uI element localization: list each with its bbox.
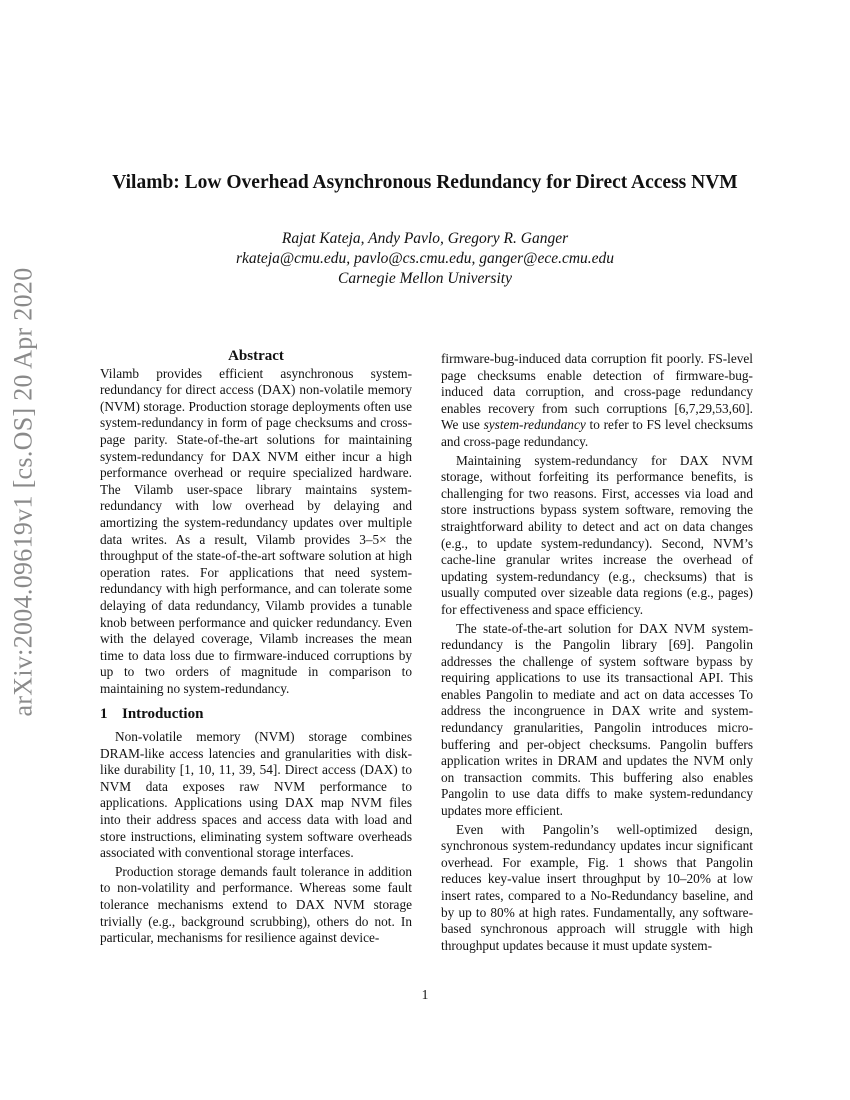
author-emails: rkateja@cmu.edu, pavlo@cs.cmu.edu, ganger@ece.cmu.edu	[235, 250, 615, 267]
paper-title: Vilamb: Low Overhead Asynchronous Redundancy for Direct Access NVM	[112, 172, 738, 193]
arxiv-identifier-stamp	[4, 267, 44, 717]
arxiv-identifier-text: arXiv:2004.09619v1 [cs.OS] 20 Apr 2020	[9, 267, 39, 717]
section-title: Introduction	[122, 706, 204, 723]
paragraph-text: to refer to FS level checksums and cross-page redundancy.	[441, 417, 753, 449]
page-number: 1	[421, 987, 429, 1002]
body-paragraph: The state-of-the-art solution for DAX NVM system-redundancy is the Pangolin library [69]. Pangolin addresses the challenge of system software bypass by requiring applications to use its transactional API. This enables Pangolin to mediate and act on data accesses To address the incongruence in DAX write and system-redundancy granularities, Pangolin introduces micro-buffering and per-object checksums. Pangolin buffers application writes in DRAM and updates the NVM only on transaction commits. This buffering also enables Pangolin to use data diffs to make system-redundancy updates more efficient.	[441, 620, 753, 819]
introduction-heading	[100, 706, 412, 723]
abstract-heading: Abstract	[228, 348, 284, 364]
body-paragraph-continued	[441, 351, 753, 451]
paragraph-text: firmware-bug-induced data corruption fit poorly. FS-level page checksums enable detection of firmware-bug-induced data corruption, and cross-page redundancy enables recovery from such corruptions [6,7,29,53,60]. We use	[441, 351, 753, 433]
intro-paragraph: Non-volatile memory (NVM) storage combines DRAM-like access latencies and granularities with disk-like durability [1, 10, 11, 39, 54]. Direct access (DAX) to NVM data exposes raw NVM performance to applications. Applications using DAX map NVM files into their address spaces and access data with load and store instructions, eliminating system software overheads associated with conventional storage interfaces.	[100, 729, 412, 861]
emphasized-term: system-redundancy	[483, 417, 586, 433]
intro-paragraph: Production storage demands fault tolerance in addition to non-volatility and performance. Whereas some fault tolerance mechanisms extend to DAX NVM storage trivially (e.g., background scrubbing), others do not. In particular, mechanisms for resilience against device-	[100, 863, 412, 946]
section-number: 1	[100, 706, 108, 723]
body-paragraph: Even with Pangolin’s well-optimized design, synchronous system-redundancy updates incur significant overhead. For example, Fig. 1 shows that Pangolin reduces key-value insert throughput by 10–20% at low insert rates, compared to a No-Redundancy baseline, and by up to 80% at high rates. Fundamentally, any software-based synchronous approach will struggle with high throughput updates because it must update system-	[441, 821, 753, 953]
left-column	[100, 348, 412, 947]
body-paragraph: Maintaining system-redundancy for DAX NVM storage, without forfeiting its performance benefits, is challenging for two reasons. First, accesses via load and store instructions bypass system software, removing the straightforward ability to detect and act on data changes (e.g., to update system-redundancy). Second, NVM’s cache-line granular writes increase the overhead of updating system-redundancy (e.g., checksums) that is usually computed over sizeable data regions (e.g., pages) for effectiveness and space efficiency.	[441, 452, 753, 617]
author-block	[60, 229, 790, 289]
author-names: Rajat Kateja, Andy Pavlo, Gregory R. Ganger	[281, 230, 569, 247]
right-column	[441, 351, 753, 954]
abstract-text: Vilamb provides efficient asynchronous system-redundancy for direct access (DAX) non-volatile memory (NVM) storage. Production storage deployments often use system-redundancy in form of page checksums and cross-page parity. State-of-the-art solutions for maintaining system-redundancy for DAX NVM either incur a high performance overhead or require specialized hardware. The Vilamb user-space library maintains system-redundancy with low overhead by delaying and amortizing the system-redundancy updates over multiple data writes. As a result, Vilamb provides 3–5× the throughput of the state-of-the-art software solution at high operation rates. For applications that need system-redundancy with high performance, and can tolerate some delaying of data redundancy, Vilamb provides a tunable knob between performance and quicker redundancy. Even with the delayed coverage, Vilamb increases the mean time to data loss due to firmware-induced corruptions by up to two orders of magnitude in comparison to maintaining no system-redundancy.	[100, 365, 412, 696]
author-affiliation: Carnegie Mellon University	[338, 270, 512, 287]
